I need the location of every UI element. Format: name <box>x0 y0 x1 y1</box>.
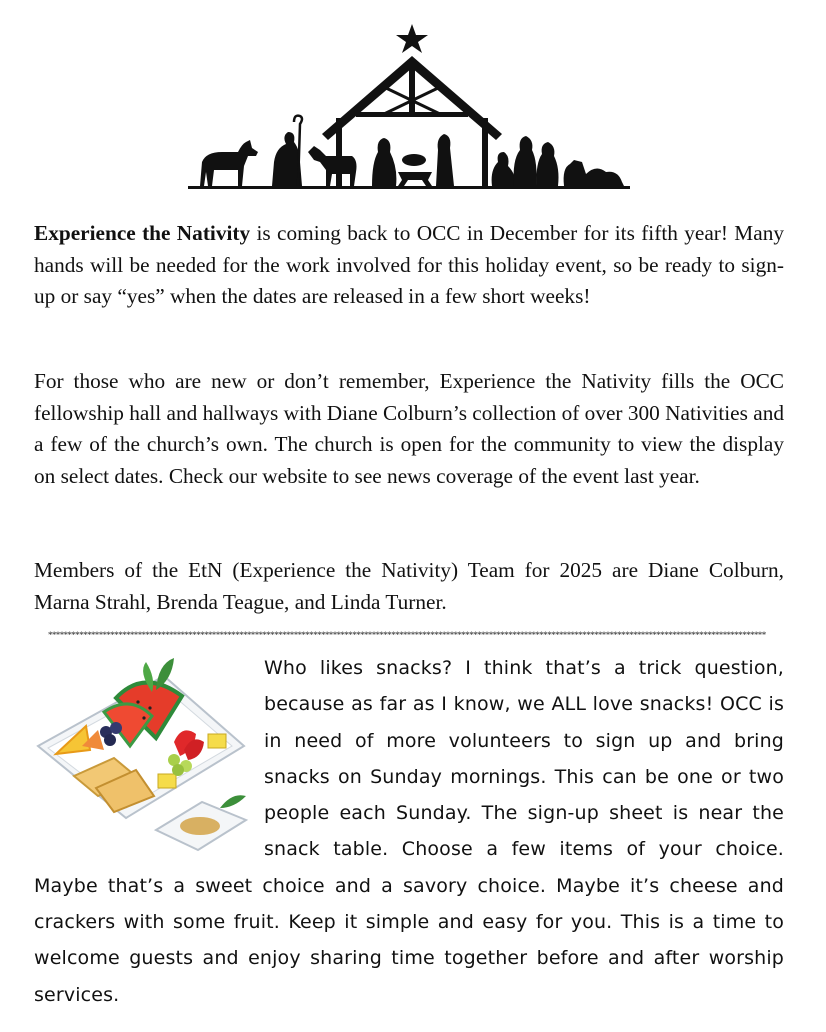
donkey-silhouette <box>200 140 258 186</box>
ground-line <box>188 186 630 189</box>
nativity-announcement-paragraph <box>34 218 784 313</box>
star-icon <box>396 24 428 53</box>
snack-volunteers-section <box>34 650 784 1013</box>
wise-man-silhouette <box>536 142 559 186</box>
nativity-silhouette-icon <box>186 22 632 194</box>
goat-silhouette <box>308 146 357 186</box>
sheep-silhouette <box>402 154 426 166</box>
nuts <box>180 817 220 835</box>
joseph-silhouette <box>436 134 454 186</box>
wise-man-silhouette <box>492 152 516 186</box>
snack-plate-icon <box>34 650 256 864</box>
event-name-bold: Experience the Nativity <box>34 221 251 245</box>
mary-silhouette <box>372 138 396 186</box>
nativity-description-paragraph: For those who are new or don’t remember, Experience the Nativity fills the OCC fellowship hall and hallways with Diane Colburn’s collection of over 300 Nativities and a few of the church’s own. The church is open for the community to view the display on select dates. Check our website to see news coverage of the event last year. <box>34 369 784 488</box>
team-members-paragraph: Members of the EtN (Experience the Nativity) Team for 2025 are Diane Colburn, Marna Strahl, Brenda Teague, and Linda Turner. <box>34 558 784 614</box>
manger-silhouette <box>398 172 432 186</box>
asterisk-divider: **************************************************************************************************************************************************************************************** <box>48 630 766 640</box>
cheese-cube <box>208 734 226 748</box>
camel-silhouette <box>564 160 624 186</box>
wise-man-silhouette <box>514 136 537 186</box>
announcement-text: is coming back to OCC in December for its fifth year! Many hands will be needed for the work involved for this holiday event, so be ready to sign-up or say “yes” when the dates are released in a few short weeks! <box>34 221 784 308</box>
snack-volunteers-text: Who likes snacks? I think that’s a trick question, because as far as I know, we ALL love snacks! OCC is in need of more volunteers to sign up and bring snacks on Sunday mornings. This can be one or two people each Sunday. The sign-up sheet is near the snack table. Choose a few items of your choice. Maybe that’s a sweet choice and a savory choice. Maybe it’s cheese and crackers with some fruit. Keep it simple and easy for you. This is a time to welcome guests and enjoy sharing time together before and after worship services. <box>34 657 784 1006</box>
